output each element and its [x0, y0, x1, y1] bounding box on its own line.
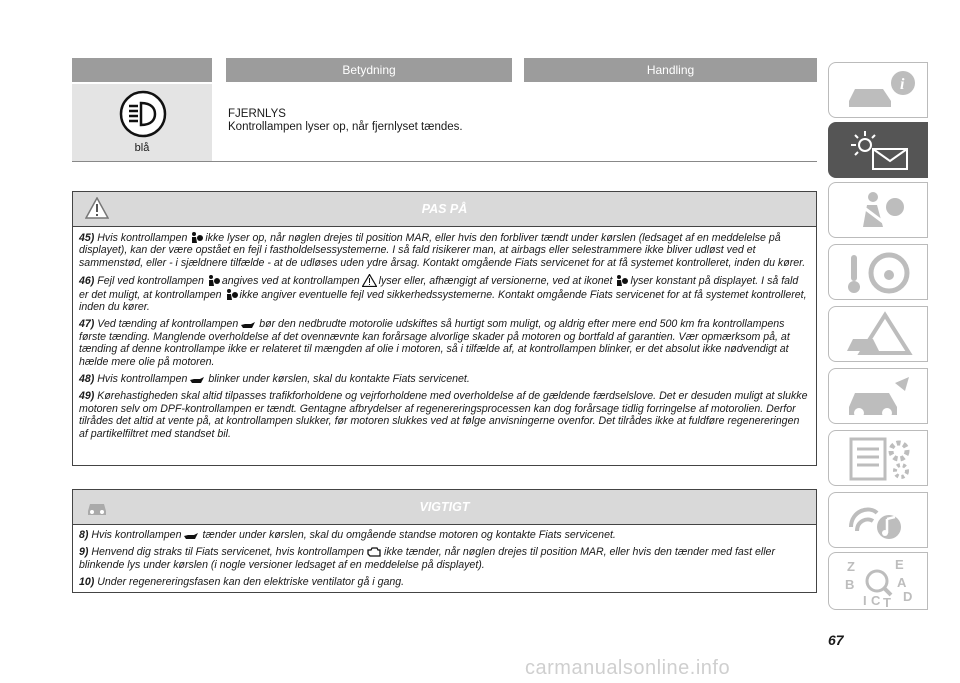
warning-item-48: 48) Hvis kontrollampen blinker under kørslen, skal du kontakte Fiats servicenet. [79, 373, 470, 386]
warning-lights-icon [843, 127, 923, 175]
tab-starting-driving[interactable] [828, 244, 928, 300]
table-header [72, 58, 817, 82]
tab-technical-data[interactable] [828, 430, 928, 486]
lamp-desc: Kontrollampen lyser op, når fjernlyset tændes. [228, 121, 463, 133]
table-header-betydning: Betydning [226, 58, 512, 82]
warning-item-47: 47) Ved tænding af kontrollampen bør den nedbrudte motorolie udskiftes så hurtigt som muligt, og aldrig efter mere end 500 km fra kontrollampens første tænding. Manglende overholdelse af det ovennævnte kan forårsage alvorlige skader på motoren og bortfald af garantien. Vær opmærksom på, at tænding af denne kontrollampe ikke er relateret til mængden af olie i motoren, så i tilfælde af, at kontrollampen blinker, er det absolut ikke nødvendigt at hælde mere olie på motoren. [79, 318, 790, 368]
important-body [73, 525, 816, 598]
tab-warning-lights[interactable] [828, 122, 928, 178]
info-car-icon [843, 67, 923, 115]
tab-safety[interactable] [828, 182, 928, 238]
table-divider [72, 161, 817, 162]
safety-airbag-icon [843, 187, 923, 235]
index-letter: A [897, 575, 907, 590]
warning-item-46: 46) Fejl ved kontrollampen angives ved at kontrollampen lyser eller, afhængigt af versionerne, ved at ikonet lyser konstant på displayet. I så fald er det muligt, at kontrollampen ikke angiver eventuelle fejl ved sikkerhedssystemerne. Kontakt omgående Fiats servicenet for at få systemet kontrolleret, inden du kører. [79, 275, 807, 314]
tab-maintenance[interactable] [828, 368, 928, 424]
oil-pressure-icon [183, 532, 200, 541]
airbag-warning-icon [206, 274, 220, 287]
index-letter: D [903, 589, 913, 604]
svg-text:i: i [900, 76, 905, 93]
table-header-empty [72, 58, 212, 82]
warning-body [73, 227, 816, 449]
tab-index[interactable] [828, 552, 928, 610]
important-box [72, 489, 817, 593]
warning-item-49: 49) Kørehastigheden skal altid tilpasses trafikforholdene og vejrforholdene med overholdelse af de gældende færdselslove. Det er desuden muligt at slukke motoren selv om DPF-kontrollampen er tændt. Gentagne afbrydelser af regenereringsprocessen kan dog forårsage tidlig forringelse af motorolien. Derfor tilrådes det altid at vente på, at kontrollampen slukker, før motoren slukkes ved at følge anvisningerne ovenfor. Det tilrådes ikke at fuldføre regenereringen af partikelfiltret med standset bil. [79, 390, 808, 440]
watermark: carmanualsonline.info [525, 657, 731, 679]
important-box-header [73, 490, 816, 525]
airbag-warning-icon [189, 231, 203, 244]
index-letter: C [871, 593, 881, 608]
table-header-handling: Handling [524, 58, 817, 82]
maintenance-icon [843, 373, 923, 421]
engine-check-icon [366, 546, 382, 558]
lamp-title: FJERNLYS [228, 108, 286, 120]
warning-item-45: 45) Hvis kontrollampen ikke lyser op, når nøglen drejes til position MAR, eller hvis den forbliver tændt under kørslen (ledsaget af en meddelelse på displayet), kan der være opstået en fejl i fastholdelsessystemerne. I så fald risikerer man, at airbags eller selestrammere ikke bliver udløst ved et sammenstød, eller - i sjældnere tilfælde - at de udløses uden ydre årsag. Kontakt omgående Fiats servicenet for at få systemet kontrolleret, inden du kører. [79, 232, 806, 269]
airbag-warning-icon [614, 274, 628, 287]
airbag-warning-icon [224, 288, 238, 301]
index-icon [843, 557, 923, 609]
index-letter: E [895, 557, 904, 572]
important-item-10: 10) Under regenereringsfasen kan den elektriske ventilator gå i gang. [79, 576, 405, 589]
high-beam-icon [119, 90, 167, 138]
emergency-icon [843, 311, 923, 359]
page-number: 67 [828, 632, 844, 648]
lamp-color-label: blå [134, 142, 150, 154]
warning-box-header [73, 192, 816, 227]
oil-pressure-icon [189, 376, 206, 385]
tab-emergency[interactable] [828, 306, 928, 362]
oil-pressure-icon [240, 321, 257, 330]
index-letter: Z [847, 559, 855, 574]
tab-multimedia[interactable] [828, 492, 928, 548]
index-letter: T [883, 595, 891, 609]
technical-data-icon [843, 435, 923, 483]
lamp-description [228, 108, 463, 134]
starting-driving-icon [843, 249, 923, 297]
important-item-8: 8) Hvis kontrollampen tænder under kørslen, skal du omgående standse motoren og kontakte Fiats servicenet. [79, 529, 616, 541]
warning-box [72, 191, 817, 466]
multimedia-icon [843, 497, 923, 545]
important-item-9: 9) Henvend dig straks til Fiats servicenet, hvis kontrollampen ikke tænder, når nøglen drejes til position MAR, eller hvis den tænder med fast eller blinkende lys under kørslen (i nogle versioner ledsaget af en meddelelse på displayet). [79, 546, 775, 571]
tab-vehicle-info[interactable] [828, 62, 928, 118]
warning-title: PAS PÅ [421, 202, 468, 216]
index-letter: B [845, 577, 855, 592]
general-warning-icon [362, 274, 377, 287]
important-title: VIGTIGT [419, 500, 470, 514]
index-letter: I [863, 593, 867, 608]
